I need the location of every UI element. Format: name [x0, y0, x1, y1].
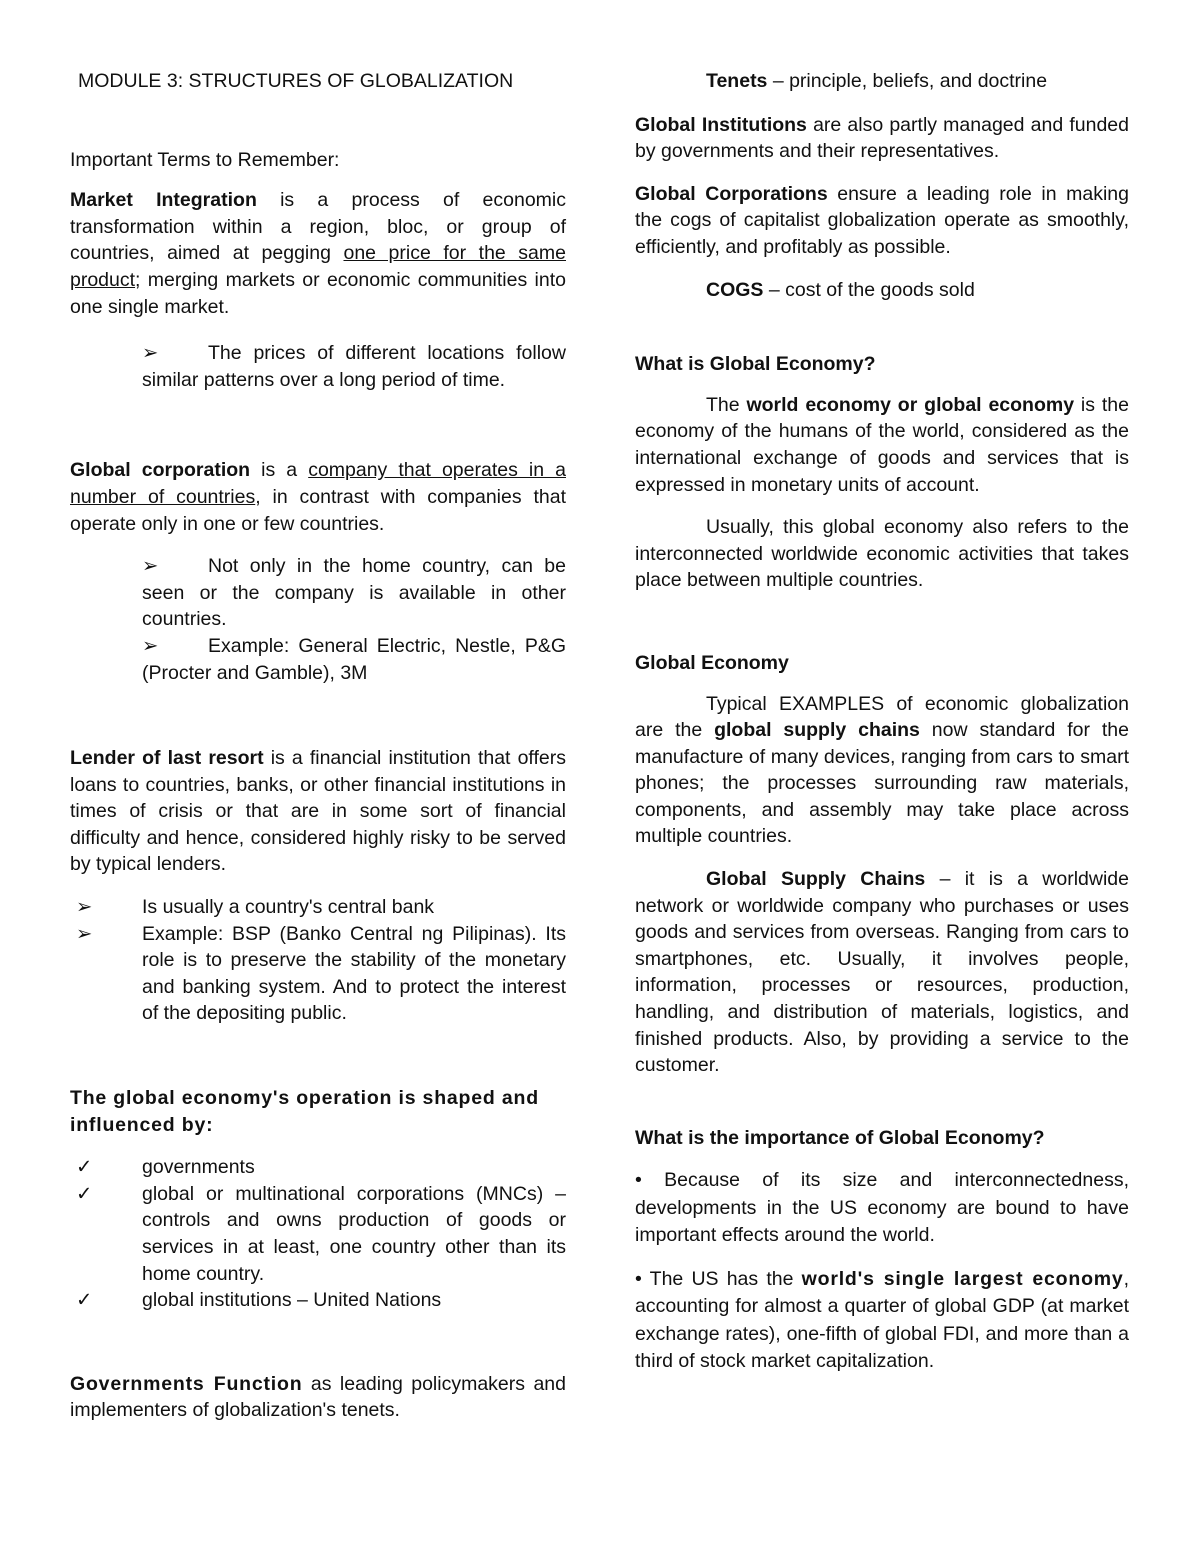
- world-economy-paragraph: [635, 392, 1129, 498]
- check-bullet-icon: ✓: [76, 1289, 93, 1312]
- arrow-bullet-icon: ➢: [142, 342, 159, 365]
- world-economy-term: world economy or global economy: [746, 393, 1075, 416]
- list-item: [76, 1181, 566, 1287]
- governments-function-term: Governments Function: [70, 1372, 303, 1395]
- importance-2-lead: • The US has the: [635, 1267, 802, 1290]
- global-institutions-paragraph: [635, 112, 1129, 165]
- world-economy-lead: The: [706, 393, 747, 416]
- list-item: [76, 921, 566, 1027]
- arrow-bullet-icon: ➢: [76, 896, 93, 919]
- global-institutions-text: are also partly managed and funded by governments and their representatives.: [635, 113, 1129, 163]
- check-text: global or multinational corporations (MNCs) – controls and owns production of goods or services in at least, one country other than its home country.: [142, 1182, 566, 1285]
- list-item: [76, 1287, 566, 1314]
- arrow-bullet-icon: ➢: [142, 634, 159, 657]
- list-item: [76, 1154, 566, 1181]
- check-bullet-icon: ✓: [76, 1156, 93, 1179]
- global-economy-heading: Global Economy: [635, 651, 789, 674]
- list-item: [76, 894, 566, 921]
- bullet-text: Example: General Electric, Nestle, P&G (Procter and Gamble), 3M: [142, 634, 566, 684]
- shaped-heading: The global economy's operation is shaped and influenced by:: [70, 1087, 539, 1136]
- page-title: MODULE 3: STRUCTURES OF GLOBALIZATION: [78, 70, 514, 92]
- left-column: [70, 68, 566, 1424]
- governments-function-paragraph: [70, 1371, 566, 1424]
- global-institutions-term: Global Institutions: [635, 113, 807, 136]
- global-corporations-text: ensure a leading role in making the cogs of capitalist globalization operate as smoothly, efficiently, and profitably as possible.: [635, 182, 1130, 258]
- check-bullet-icon: ✓: [76, 1182, 93, 1205]
- tenets-term: Tenets: [706, 70, 768, 92]
- arrow-bullet-icon: ➢: [76, 922, 93, 945]
- market-integration-text-a: is a process of economic transformation within a region, bloc, or group of countries, aimed at pegging: [70, 189, 566, 265]
- list-item: [142, 553, 566, 633]
- global-corporation-text-a: is a: [250, 459, 309, 482]
- lender-text: is a financial institution that offers loans to countries, banks, or other financial institutions in times of crisis or that are in some sort of financial difficulty and hence, considered highly risky to be served by typical lenders.: [70, 747, 566, 876]
- what-is-global-economy-heading: What is Global Economy?: [635, 353, 876, 376]
- supply-chains-term: Global Supply Chains: [706, 868, 926, 891]
- bullet-text: Example: BSP (Banko Central ng Pilipinas). Its role is to preserve the stability of the monetary and banking system. And to protect the interest of the depositing public.: [142, 922, 566, 1025]
- list-item: [142, 340, 566, 393]
- governments-function-text: as leading policymakers and implementers of globalization's tenets.: [70, 1372, 566, 1422]
- right-column: [635, 68, 1129, 1376]
- supply-chains-paragraph: [635, 866, 1129, 1079]
- lender-term: Lender of last resort: [70, 747, 264, 770]
- cogs-text: – cost of the goods sold: [763, 278, 975, 301]
- tenets-text: – principle, beliefs, and doctrine: [767, 70, 1048, 92]
- typical-term: global supply chains: [714, 719, 920, 742]
- bullet-text: Not only in the home country, can be seen or the company is available in other countries.: [142, 555, 566, 631]
- global-corporations-term: Global Corporations: [635, 182, 828, 205]
- tenets-line: [635, 68, 1129, 95]
- importance-2-term: world's single largest economy: [801, 1267, 1124, 1290]
- typical-text: now standard for the manufacture of many devices, ranging from cars to smart phones; the processes surrounding raw materials, components, and assembly may take place across multiple countries.: [635, 719, 1129, 848]
- bullet-text: The prices of different locations follow similar patterns over a long period of time.: [142, 342, 566, 391]
- market-integration-paragraph: [70, 187, 566, 320]
- check-text: governments: [142, 1156, 255, 1179]
- market-integration-term: Market Integration: [70, 189, 257, 212]
- world-economy-text: is the economy of the humans of the world, considered as the international exchange of goods and services that is expressed in monetary units of account.: [635, 393, 1129, 496]
- usually-paragraph: Usually, this global economy also refers to the interconnected worldwide economic activities that takes place between multiple countries.: [635, 516, 1129, 592]
- cogs-term: COGS: [706, 278, 764, 301]
- arrow-bullet-icon: ➢: [142, 555, 159, 578]
- global-corporation-underlined: company that operates in a number of countries: [70, 459, 566, 508]
- global-corporation-paragraph: [70, 457, 566, 537]
- terms-heading: Important Terms to Remember:: [70, 148, 340, 171]
- typical-examples-paragraph: [635, 691, 1129, 851]
- check-text: global institutions – United Nations: [142, 1289, 442, 1312]
- global-corporation-term: Global corporation: [70, 459, 251, 482]
- market-integration-underlined: one price for the same product: [70, 242, 566, 291]
- importance-item-2: [635, 1266, 1129, 1376]
- typical-lead: Typical EXAMPLES of economic globalization are the: [635, 692, 1129, 742]
- importance-2-text: , accounting for almost a quarter of global GDP (at market exchange rates), one-fifth of global FDI, and more than a third of stock market capitalization.: [635, 1267, 1129, 1373]
- market-integration-text-b: ; merging markets or economic communities into one single market.: [70, 268, 566, 318]
- importance-item-1: • Because of its size and interconnectedness, developments in the US economy are bound to have important effects around the world.: [635, 1169, 1129, 1247]
- bullet-text: Is usually a country's central bank: [142, 896, 435, 919]
- cogs-line: [635, 277, 1129, 304]
- global-corporation-text-b: , in contrast with companies that operate only in one or few countries.: [70, 485, 566, 535]
- lender-paragraph: [70, 745, 566, 878]
- supply-chains-text: – it is a worldwide network or worldwide company who purchases or uses goods and services from overseas. Ranging from cars to smartphones, etc. Usually, it involves people, information, processes or resources, production, handling, and distribution of materials, logistics, and finished products. Also, by providing a service to the customer.: [635, 868, 1129, 1077]
- list-item: [142, 633, 566, 686]
- importance-heading: What is the importance of Global Economy?: [635, 1126, 1045, 1149]
- global-corporations-paragraph: [635, 181, 1129, 261]
